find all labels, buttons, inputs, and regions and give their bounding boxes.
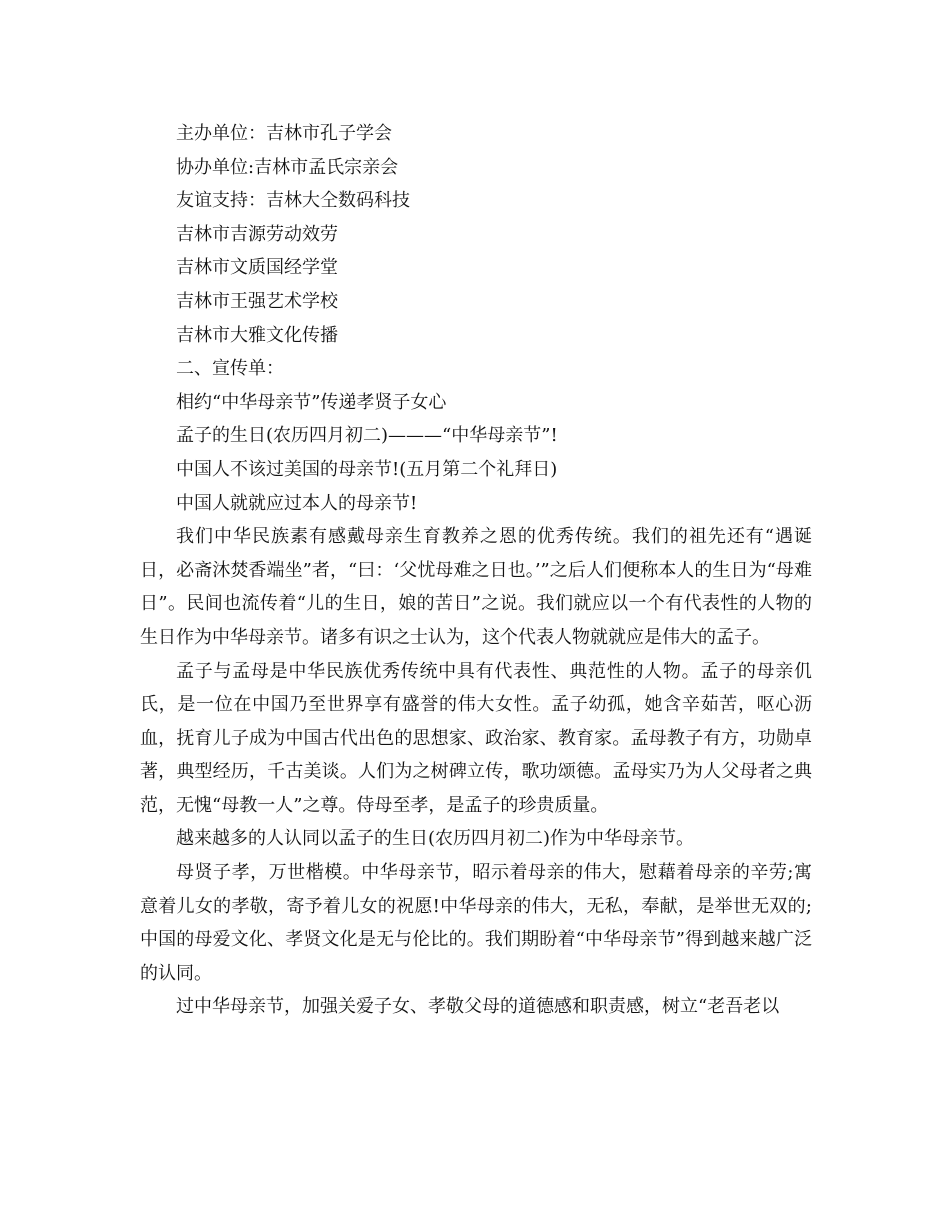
flyer-line: 中国人不该过美国的母亲节!(五月第二个礼拜日)	[176, 458, 558, 480]
support-item: 吉林市大雅文化传播	[176, 324, 338, 346]
section-heading: 二、宣传单：	[176, 358, 284, 380]
support-item: 吉林市吉源劳动效劳	[176, 223, 338, 245]
body-paragraph: 孟子与孟母是中华民族优秀传统中具有代表性、典范性的人物。孟子的母亲仉氏，是一位在中国乃至世界享有盛誉的伟大女性。孟子幼孤，她含辛茹苦，呕心沥血，抚育儿子成为中国古代出色的思想家、政治家、教育家。孟母教子有方，功勋卓著，典型经历，千古美谈。人们为之树碑立传，歌功颂德。孟母实乃为人父母者之典范，无愧“母教一人”之尊。侍母至孝，是孟子的珍贵质量。	[140, 660, 812, 816]
co-organizer-line: 协办单位:吉林市孟氏宗亲会	[176, 156, 399, 178]
flyer-title: 相约“中华母亲节”传递孝贤子女心	[176, 391, 447, 413]
organizer-line: 主办单位：吉林市孔子学会	[176, 123, 392, 144]
document-body	[140, 117, 812, 1024]
support-item: 吉林市王强艺术学校	[176, 290, 338, 312]
body-paragraph: 过中华母亲节，加强关爱子女、孝敬父母的道德感和职责感，树立“老吾老以	[176, 996, 780, 1018]
body-paragraph: 母贤子孝，万世楷模。中华母亲节，昭示着母亲的伟大，慰藉着母亲的辛劳;寓意着儿女的孝敬，寄予着儿女的祝愿!中华母亲的伟大，无私，奉献，是举世无双的;中国的母爱文化、孝贤文化是无与伦比的。我们期盼着“中华母亲节”得到越来越广泛的认同。	[140, 862, 812, 984]
body-paragraph: 越来越多的人认同以孟子的生日(农历四月初二)作为中华母亲节。	[176, 828, 695, 850]
flyer-line: 中国人就就应过本人的母亲节!	[176, 492, 418, 514]
support-item: 吉林市文质国经学堂	[176, 257, 338, 279]
flyer-line: 孟子的生日(农历四月初二)———“中华母亲节”!	[176, 425, 558, 447]
body-paragraph: 我们中华民族素有感戴母亲生育教养之恩的优秀传统。我们的祖先还有“遇诞日，必斋沐焚香端坐”者，“曰：‘父忧母难之日也。’”之后人们便称本人的生日为“母难日”。民间也流传着“儿的生日，娘的苦日”之说。我们就应以一个有代表性的人物的生日作为中华母亲节。诸多有识之士认为，这个代表人物就就应是伟大的孟子。	[140, 526, 812, 648]
support-line: 友谊支持：吉林大仝数码科技	[176, 190, 410, 212]
